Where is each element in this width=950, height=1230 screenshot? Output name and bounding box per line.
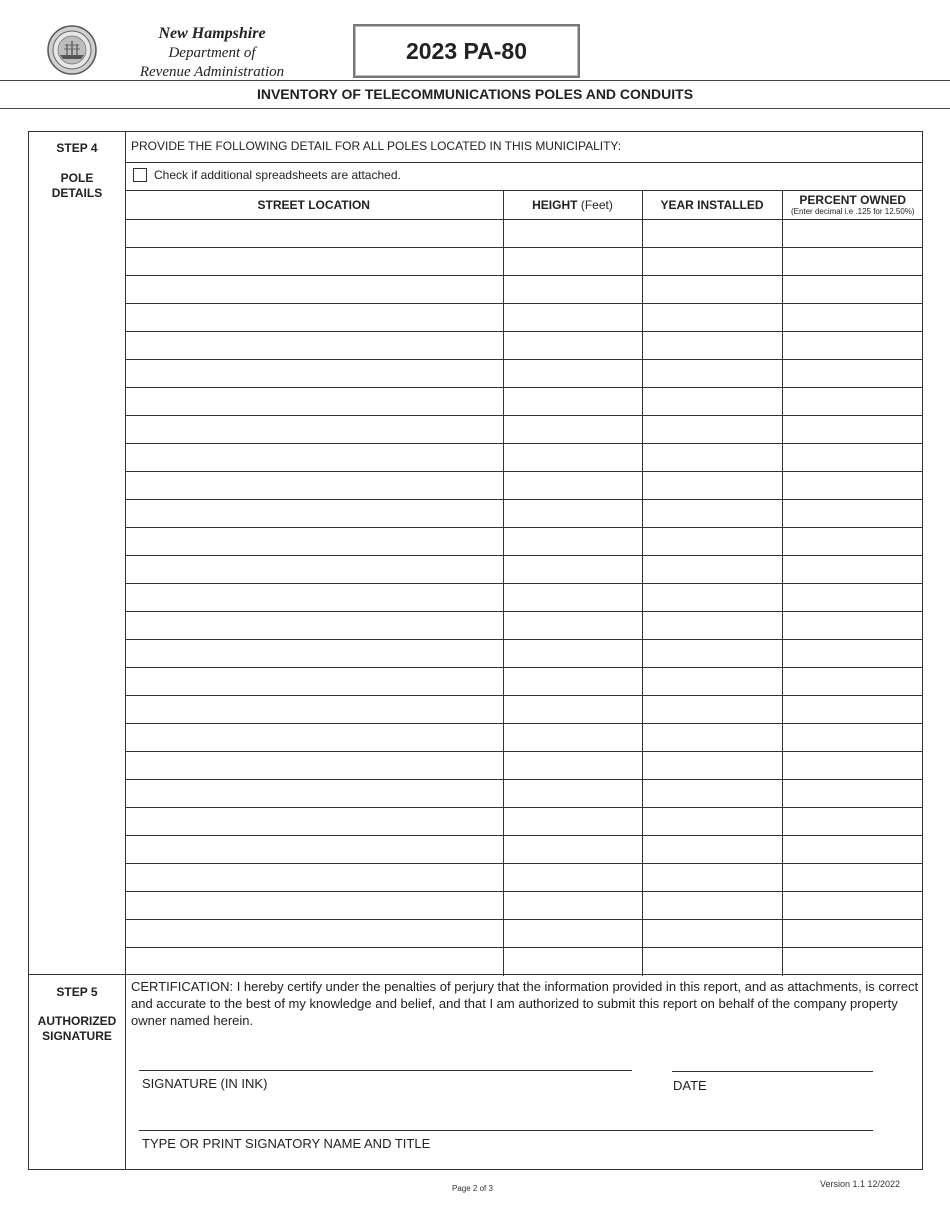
height-cell[interactable] — [503, 584, 642, 612]
table-row — [125, 948, 923, 976]
percent-owned-cell[interactable] — [782, 472, 923, 500]
table-row — [125, 612, 923, 640]
percent-owned-label: PERCENT OWNED — [799, 192, 907, 207]
percent-owned-cell[interactable] — [782, 612, 923, 640]
percent-owned-cell[interactable] — [782, 276, 923, 304]
height-cell[interactable] — [503, 500, 642, 528]
year-installed-cell[interactable] — [642, 360, 782, 388]
street-location-cell[interactable] — [125, 724, 503, 752]
height-cell[interactable] — [503, 668, 642, 696]
street-location-cell[interactable] — [125, 444, 503, 472]
height-cell[interactable] — [503, 640, 642, 668]
table-row — [125, 780, 923, 808]
table-row — [125, 752, 923, 780]
table-row — [125, 696, 923, 724]
year-installed-cell[interactable] — [642, 444, 782, 472]
column-header-year-installed — [642, 191, 782, 220]
table-row — [125, 724, 923, 752]
agency-state: New Hampshire — [158, 25, 266, 42]
table-row — [125, 836, 923, 864]
street-location-cell[interactable] — [125, 948, 503, 976]
street-location-cell[interactable] — [125, 920, 503, 948]
percent-owned-cell[interactable] — [782, 920, 923, 948]
height-cell[interactable] — [503, 920, 642, 948]
document-title: INVENTORY OF TELECOMMUNICATIONS POLES AND CONDUITS — [256, 86, 694, 102]
street-location-cell[interactable] — [125, 332, 503, 360]
height-cell[interactable] — [503, 472, 642, 500]
percent-owned-cell[interactable] — [782, 696, 923, 724]
step5-title-line2: SIGNATURE — [42, 1029, 112, 1043]
step5-number: STEP 5 — [56, 985, 98, 999]
year-installed-cell[interactable] — [642, 584, 782, 612]
street-location-cell[interactable] — [125, 892, 503, 920]
table-row — [125, 220, 923, 248]
height-cell[interactable] — [503, 836, 642, 864]
table-row — [125, 360, 923, 388]
height-label: HEIGHT — [532, 198, 578, 212]
height-cell[interactable] — [503, 612, 642, 640]
step5-title-line1: AUTHORIZED — [37, 1014, 117, 1028]
height-cell[interactable] — [503, 388, 642, 416]
height-cell[interactable] — [503, 332, 642, 360]
street-location-cell[interactable] — [125, 640, 503, 668]
year-installed-cell[interactable] — [642, 304, 782, 332]
year-installed-cell[interactable] — [642, 416, 782, 444]
street-location-cell[interactable] — [125, 808, 503, 836]
percent-owned-cell[interactable] — [782, 752, 923, 780]
page-number: Page 2 of 3 — [452, 1184, 493, 1193]
percent-owned-cell[interactable] — [782, 388, 923, 416]
year-installed-cell[interactable] — [642, 528, 782, 556]
year-installed-cell[interactable] — [642, 864, 782, 892]
certification-text: CERTIFICATION: I hereby certify under the penalties of perjury that the information provided in this report, and as attachments, is correct and accurate to the best of my knowledge and belief, and that I am authorized to submit this report on behalf of the company property owner named herein. — [131, 979, 919, 1028]
header-rule-bottom — [0, 108, 950, 109]
year-installed-cell[interactable] — [642, 780, 782, 808]
year-installed-cell[interactable] — [642, 948, 782, 976]
percent-owned-cell[interactable] — [782, 360, 923, 388]
table-row — [125, 808, 923, 836]
percent-owned-cell[interactable] — [782, 248, 923, 276]
name-title-label: TYPE OR PRINT SIGNATORY NAME AND TITLE — [142, 1136, 431, 1151]
agency-name — [120, 24, 304, 82]
height-cell[interactable] — [503, 360, 642, 388]
year-installed-cell[interactable] — [642, 920, 782, 948]
year-installed-cell[interactable] — [642, 892, 782, 920]
table-row — [125, 416, 923, 444]
street-location-cell[interactable] — [125, 612, 503, 640]
percent-owned-cell[interactable] — [782, 808, 923, 836]
percent-owned-cell[interactable] — [782, 332, 923, 360]
year-installed-cell[interactable] — [642, 752, 782, 780]
percent-owned-cell[interactable] — [782, 416, 923, 444]
table-row — [125, 304, 923, 332]
table-row — [125, 248, 923, 276]
agency-department: Department of — [168, 45, 256, 61]
street-location-cell[interactable] — [125, 220, 503, 248]
year-installed-cell[interactable] — [642, 668, 782, 696]
street-location-cell[interactable] — [125, 864, 503, 892]
street-location-cell[interactable] — [125, 248, 503, 276]
year-installed-cell[interactable] — [642, 500, 782, 528]
height-cell[interactable] — [503, 276, 642, 304]
street-location-cell[interactable] — [125, 416, 503, 444]
street-location-cell[interactable] — [125, 500, 503, 528]
date-line[interactable] — [672, 1071, 873, 1072]
percent-owned-cell[interactable] — [782, 948, 923, 976]
height-cell[interactable] — [503, 444, 642, 472]
percent-owned-cell[interactable] — [782, 528, 923, 556]
form-version: Version 1.1 12/2022 — [820, 1179, 901, 1189]
street-location-cell[interactable] — [125, 276, 503, 304]
table-row — [125, 528, 923, 556]
column-header-height — [503, 191, 642, 220]
street-location-cell[interactable] — [125, 696, 503, 724]
column-header-percent-owned — [782, 191, 923, 220]
year-installed-cell[interactable] — [642, 276, 782, 304]
table-row — [125, 332, 923, 360]
year-installed-cell[interactable] — [642, 640, 782, 668]
street-location-cell[interactable] — [125, 752, 503, 780]
percent-owned-cell[interactable] — [782, 304, 923, 332]
table-row — [125, 640, 923, 668]
percent-owned-cell[interactable] — [782, 668, 923, 696]
year-installed-cell[interactable] — [642, 612, 782, 640]
date-label: DATE — [673, 1078, 707, 1093]
year-installed-cell[interactable] — [642, 472, 782, 500]
street-location-cell[interactable] — [125, 304, 503, 332]
step4-number: STEP 4 — [56, 141, 98, 155]
table-row — [125, 556, 923, 584]
header-rule-top — [0, 80, 950, 81]
step4-title-line1: POLE — [60, 171, 94, 185]
step4-title-line2: DETAILS — [51, 186, 103, 200]
signature-line[interactable] — [139, 1070, 632, 1071]
additional-spreadsheets-checkbox[interactable] — [133, 168, 147, 182]
form-id-box: 2023 PA-80 — [353, 24, 580, 78]
height-cell[interactable] — [503, 948, 642, 976]
table-row — [125, 892, 923, 920]
pole-instruction: PROVIDE THE FOLLOWING DETAIL FOR ALL POLES LOCATED IN THIS MUNICIPALITY: — [131, 139, 622, 153]
street-location-cell[interactable] — [125, 584, 503, 612]
height-cell[interactable] — [503, 528, 642, 556]
year-installed-cell[interactable] — [642, 248, 782, 276]
height-cell[interactable] — [503, 864, 642, 892]
height-cell[interactable] — [503, 752, 642, 780]
percent-owned-cell[interactable] — [782, 640, 923, 668]
street-location-label: STREET LOCATION — [257, 198, 370, 212]
height-cell[interactable] — [503, 556, 642, 584]
agency-division: Revenue Administration — [139, 64, 285, 80]
year-installed-cell[interactable] — [642, 724, 782, 752]
percent-owned-cell[interactable] — [782, 500, 923, 528]
percent-owned-cell[interactable] — [782, 724, 923, 752]
percent-owned-cell[interactable] — [782, 584, 923, 612]
height-cell[interactable] — [503, 248, 642, 276]
table-row — [125, 444, 923, 472]
year-installed-cell[interactable] — [642, 808, 782, 836]
street-location-cell[interactable] — [125, 388, 503, 416]
year-installed-cell[interactable] — [642, 332, 782, 360]
percent-owned-cell[interactable] — [782, 864, 923, 892]
signature-label: SIGNATURE (IN INK) — [142, 1076, 268, 1091]
height-unit: (Feet) — [580, 198, 613, 212]
height-cell[interactable] — [503, 724, 642, 752]
percent-owned-cell[interactable] — [782, 892, 923, 920]
street-location-cell[interactable] — [125, 836, 503, 864]
table-row — [125, 920, 923, 948]
height-cell[interactable] — [503, 808, 642, 836]
percent-owned-cell[interactable] — [782, 220, 923, 248]
nh-state-seal-icon — [47, 25, 97, 75]
height-cell[interactable] — [503, 892, 642, 920]
table-row — [125, 500, 923, 528]
height-cell[interactable] — [503, 780, 642, 808]
percent-owned-cell[interactable] — [782, 556, 923, 584]
table-row — [125, 864, 923, 892]
additional-spreadsheets-label: Check if additional spreadsheets are attached. — [154, 168, 401, 182]
height-cell[interactable] — [503, 304, 642, 332]
pole-rows — [125, 220, 923, 976]
table-row — [125, 472, 923, 500]
year-installed-cell[interactable] — [642, 220, 782, 248]
percent-owned-note: (Enter decimal i.e .125 for 12.50%) — [790, 206, 915, 216]
instruction-rule — [125, 162, 923, 163]
height-cell[interactable] — [503, 220, 642, 248]
street-location-cell[interactable] — [125, 556, 503, 584]
percent-owned-cell[interactable] — [782, 444, 923, 472]
name-title-line[interactable] — [139, 1130, 873, 1131]
table-row — [125, 584, 923, 612]
height-cell[interactable] — [503, 696, 642, 724]
height-cell[interactable] — [503, 416, 642, 444]
street-location-cell[interactable] — [125, 780, 503, 808]
pole-details-table — [125, 190, 923, 976]
street-location-cell[interactable] — [125, 668, 503, 696]
percent-owned-cell[interactable] — [782, 836, 923, 864]
year-installed-cell[interactable] — [642, 388, 782, 416]
year-installed-cell[interactable] — [642, 556, 782, 584]
year-installed-label: YEAR INSTALLED — [660, 198, 764, 212]
column-header-street-location — [125, 191, 503, 220]
street-location-cell[interactable] — [125, 360, 503, 388]
year-installed-cell[interactable] — [642, 836, 782, 864]
street-location-cell[interactable] — [125, 472, 503, 500]
percent-owned-cell[interactable] — [782, 780, 923, 808]
street-location-cell[interactable] — [125, 528, 503, 556]
table-row — [125, 388, 923, 416]
table-row — [125, 276, 923, 304]
table-row — [125, 668, 923, 696]
year-installed-cell[interactable] — [642, 696, 782, 724]
